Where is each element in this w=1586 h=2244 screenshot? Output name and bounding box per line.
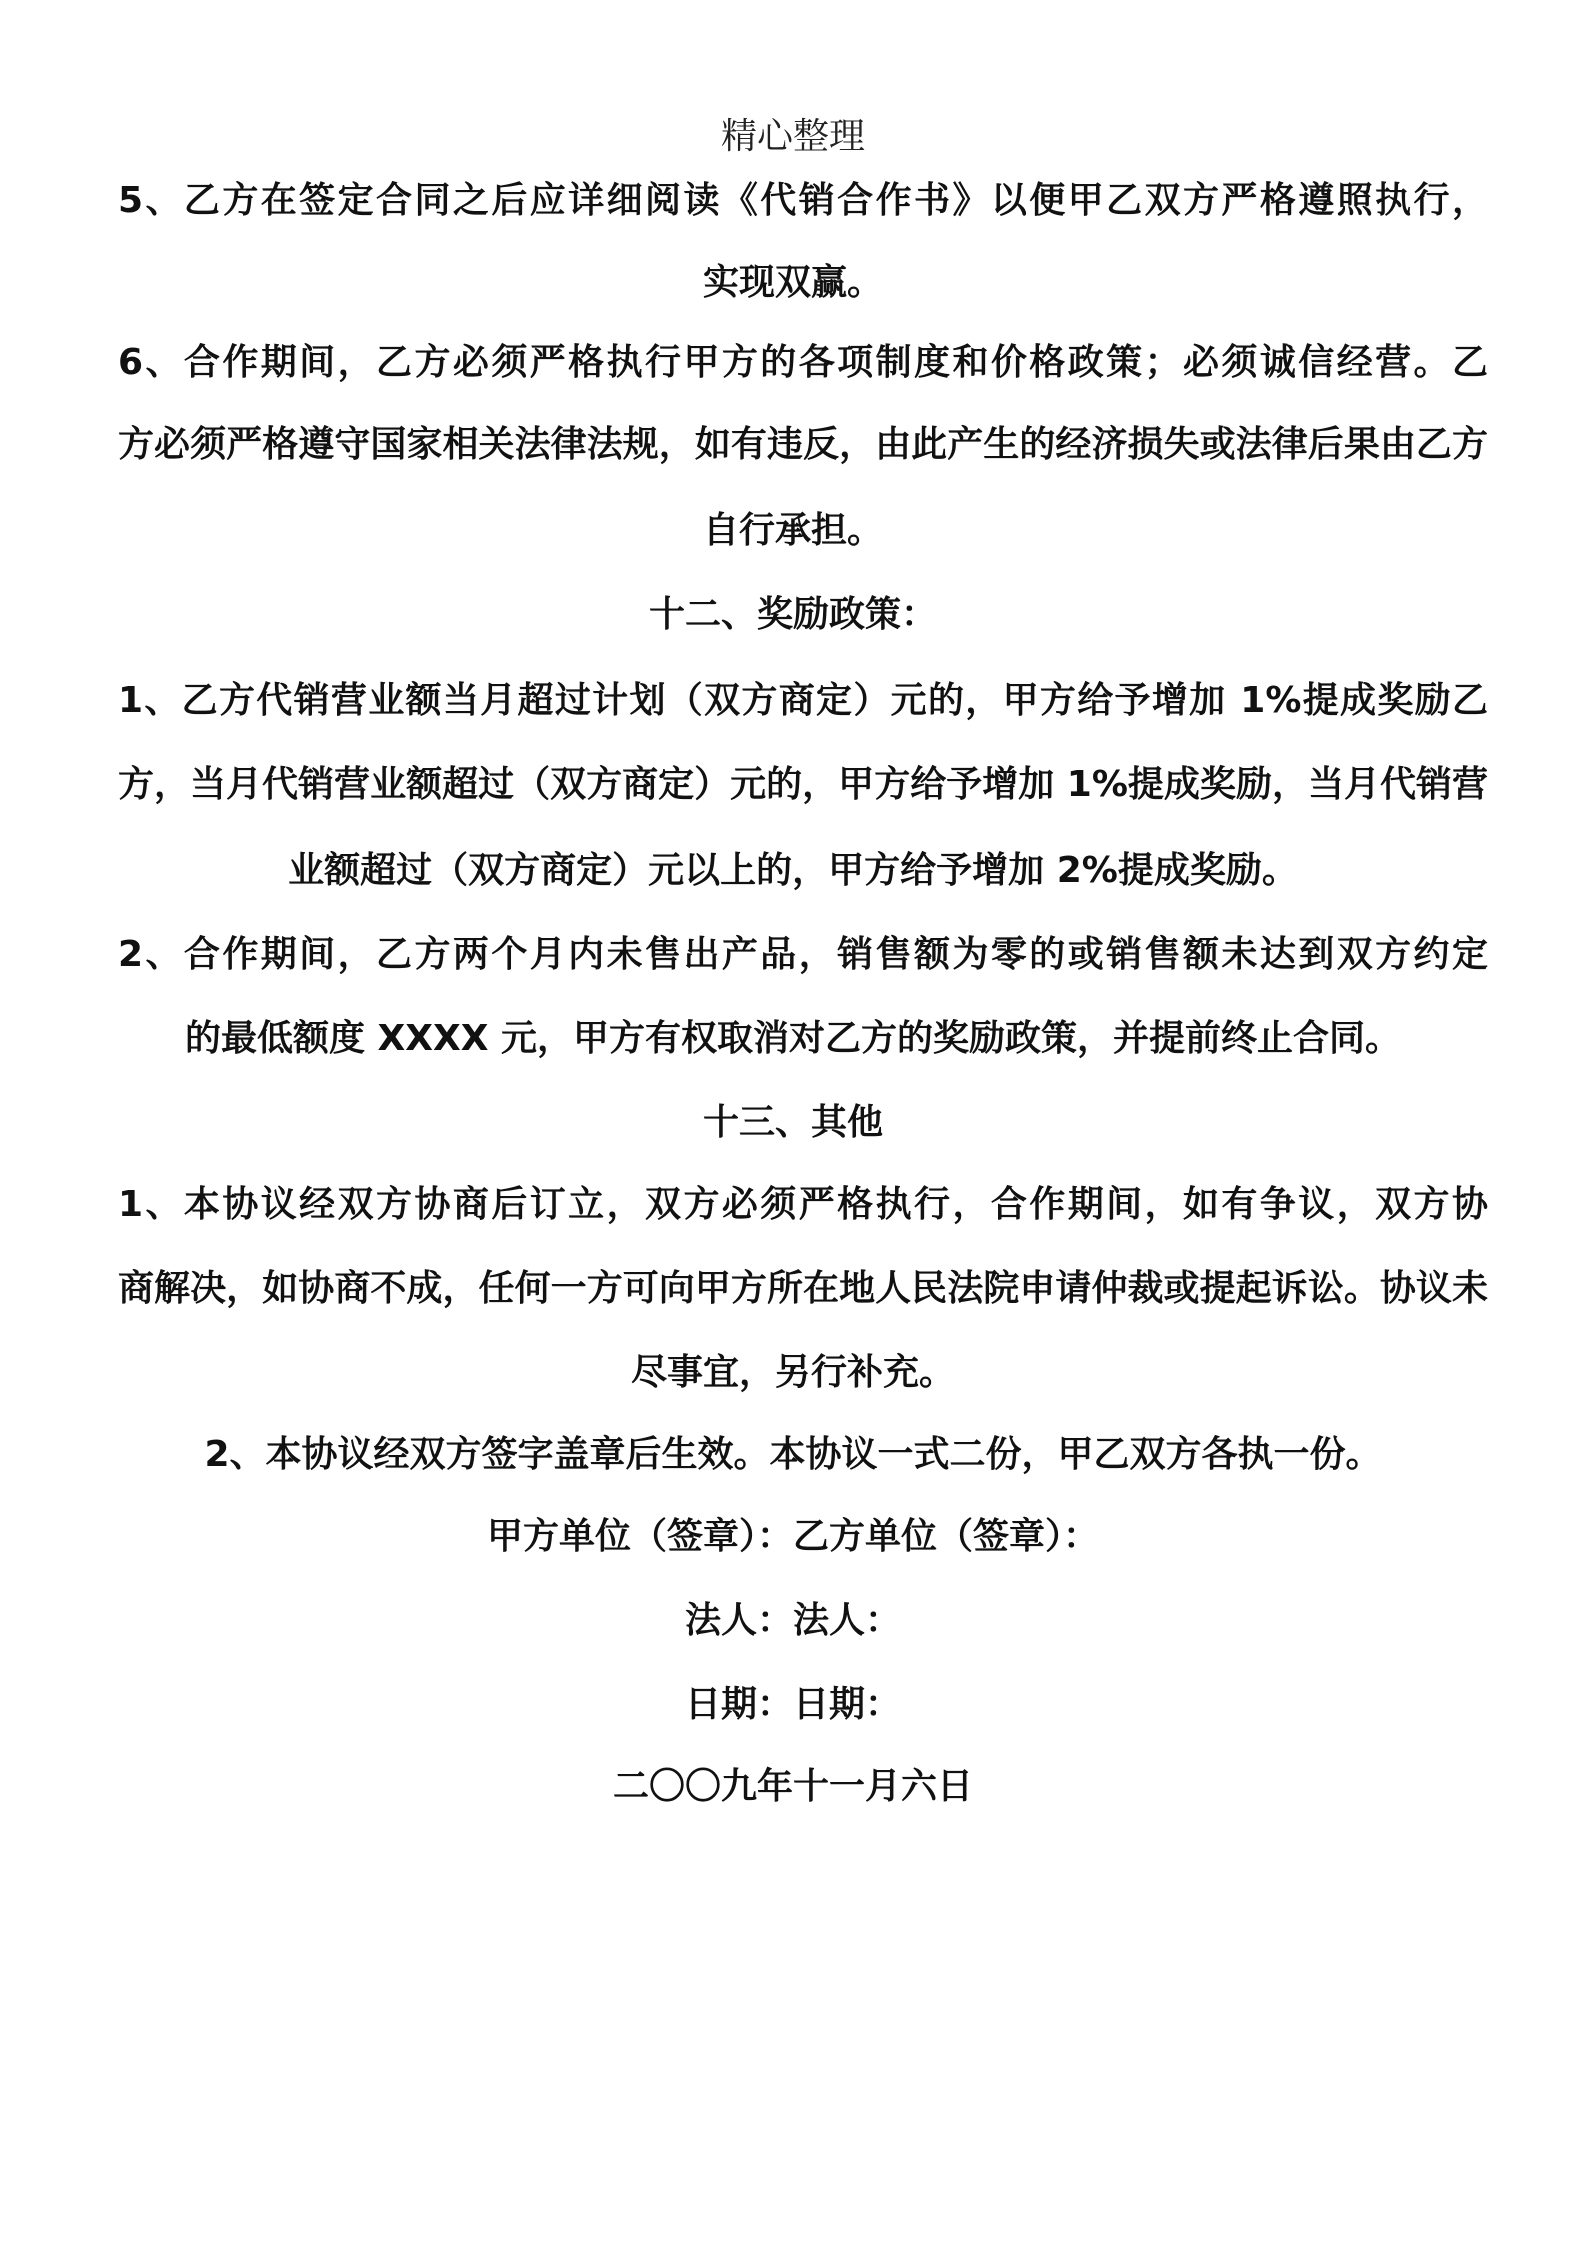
section-12-heading: 十二、奖励政策： [648,594,937,635]
section-13-item-1-line-3: 尽事宜，另行补充。 [630,1352,955,1393]
section-12-item-1-line-2: 方，当月代销营业额超过（双方商定）元的，甲方给予增加 1%提成奖励，当月代销营 [118,764,1488,805]
section-13-item-2-line-1: 2、本协议经双方签字盖章后生效。本协议一式二份，甲乙双方各执一份。 [204,1434,1382,1475]
signature-units: 甲方单位（签章）：乙方单位（签章）： [486,1516,1099,1557]
signature-dates: 日期：日期： [684,1684,901,1725]
paragraph-5-line-1: 5、乙方在签定合同之后应详细阅读《代销合作书》以便甲乙双方严格遵照执行， [118,180,1488,221]
signed-date: 二〇〇九年十一月六日 [612,1766,973,1807]
section-12-item-2-line-1: 2、合作期间，乙方两个月内未售出产品，销售额为零的或销售额未达到双方约定 [118,934,1488,975]
section-13-heading: 十三、其他 [702,1102,883,1143]
paragraph-5-line-2: 实现双赢。 [702,262,883,303]
paragraph-6-line-3: 自行承担。 [702,510,883,551]
section-12-item-2-line-2: 的最低额度 XXXX 元，甲方有权取消对乙方的奖励政策，并提前终止合同。 [184,1018,1402,1059]
paragraph-6-line-2: 方必须严格遵守国家相关法律法规，如有违反，由此产生的经济损失或法律后果由乙方 [118,424,1488,465]
section-13-item-1-line-1: 1、本协议经双方协商后订立，双方必须严格执行，合作期间，如有争议，双方协 [118,1184,1488,1225]
paragraph-6-line-1: 6、合作期间，乙方必须严格执行甲方的各项制度和价格政策；必须诚信经营。乙 [118,342,1488,383]
section-13-item-1-line-2: 商解决，如协商不成，任何一方可向甲方所在地人民法院申请仲裁或提起诉讼。协议未 [118,1268,1488,1309]
signature-legal-persons: 法人：法人： [684,1600,901,1641]
page-header-title: 精心整理 [720,116,865,157]
section-12-item-1-line-3: 业额超过（双方商定）元以上的，甲方给予增加 2%提成奖励。 [288,850,1298,891]
section-12-item-1-line-1: 1、乙方代销营业额当月超过计划（双方商定）元的，甲方给予增加 1%提成奖励乙 [118,680,1488,721]
